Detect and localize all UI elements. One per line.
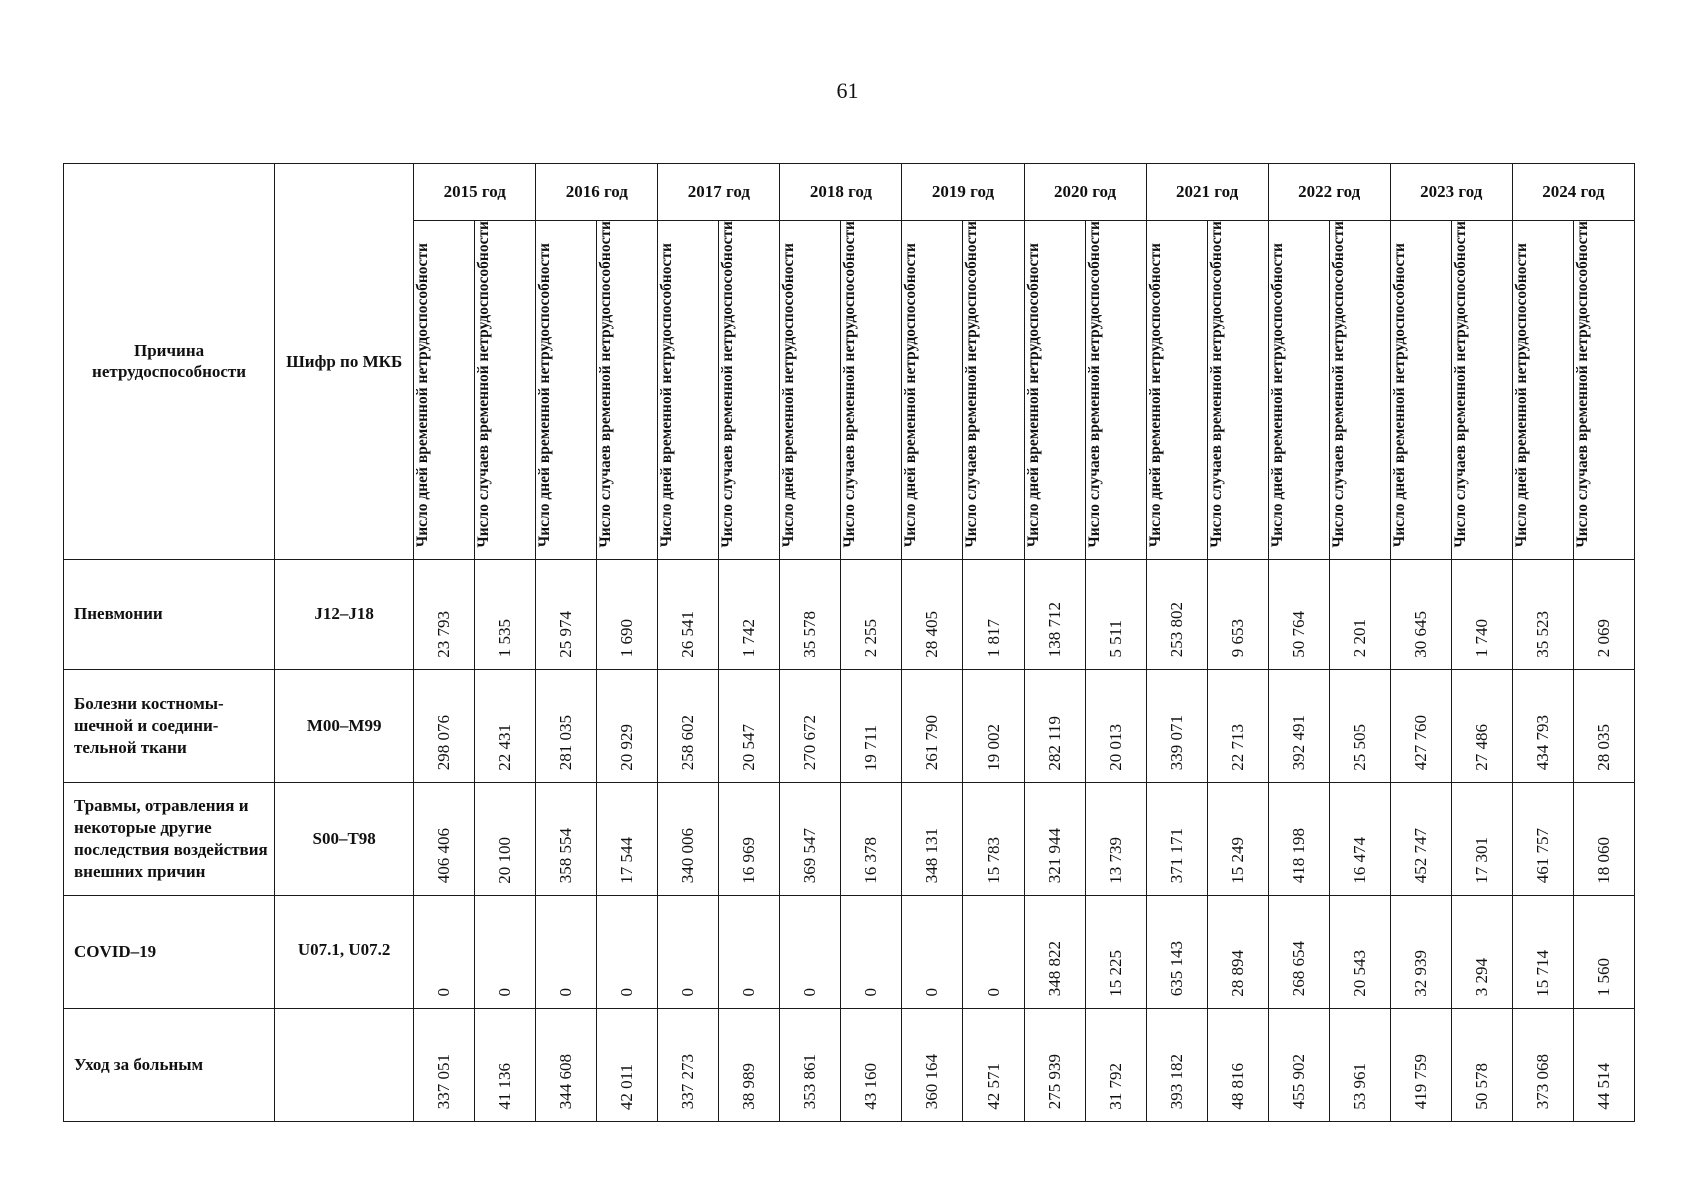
value-cell: [1024, 782, 1085, 895]
icd-code-cell: J12–J18: [275, 559, 414, 669]
value-text: 20 547: [739, 723, 759, 771]
value-cell: [414, 782, 475, 895]
subheader-days-label: Число дней временной нетрудоспособности: [1024, 243, 1042, 548]
value-text: 16 969: [739, 836, 759, 884]
value-text: 281 035: [556, 715, 576, 771]
subheader-cases: [841, 221, 902, 560]
subheader-cases: [1207, 221, 1268, 560]
value-text: 360 164: [922, 1054, 942, 1110]
icd-code-cell: M00–M99: [275, 669, 414, 782]
value-text: 427 760: [1410, 715, 1430, 771]
table-row: [64, 1008, 1635, 1121]
value-cell: [719, 1008, 780, 1121]
subheader-cases-label: Число случаев временной нетрудоспособности: [597, 221, 615, 548]
value-text: 2 201: [1349, 619, 1369, 658]
value-cell: [1329, 782, 1390, 895]
value-cell: [963, 782, 1024, 895]
value-cell: [1085, 669, 1146, 782]
value-text: 5 511: [1105, 620, 1125, 658]
value-cell: [902, 669, 963, 782]
value-text: 25 505: [1349, 723, 1369, 771]
subheader-days-label: Число дней временной нетрудоспособности: [536, 243, 554, 548]
column-header-cause: Причина нетрудоспособности: [64, 164, 275, 560]
value-cell: [1451, 782, 1512, 895]
value-text: 344 608: [556, 1054, 576, 1110]
value-text: 20 100: [495, 836, 515, 884]
value-cell: [1573, 895, 1634, 1008]
value-cell: [902, 1008, 963, 1121]
value-cell: [1024, 559, 1085, 669]
value-cell: [1390, 1008, 1451, 1121]
value-cell: [719, 669, 780, 782]
subheader-cases: [1573, 221, 1634, 560]
value-text: 42 571: [983, 1062, 1003, 1110]
value-cell: [719, 559, 780, 669]
value-cell: [658, 559, 719, 669]
year-header: 2018 год: [780, 164, 902, 221]
year-header: 2020 год: [1024, 164, 1146, 221]
value-text: 28 035: [1593, 723, 1613, 771]
value-text: 406 406: [434, 828, 454, 884]
subheader-cases-label: Число случаев временной нетрудоспособности: [1329, 221, 1347, 548]
subheader-days-label: Число дней временной нетрудоспособности: [902, 243, 920, 548]
value-cell: [1268, 669, 1329, 782]
subheader-days: [902, 221, 963, 560]
value-cell: [1512, 669, 1573, 782]
value-text: 0: [739, 988, 759, 997]
year-header: 2024 год: [1512, 164, 1634, 221]
value-text: 353 861: [800, 1054, 820, 1110]
value-cell: [841, 895, 902, 1008]
value-cell: [658, 895, 719, 1008]
value-cell: [1207, 1008, 1268, 1121]
value-text: 1 742: [739, 619, 759, 658]
value-cell: [1573, 782, 1634, 895]
value-cell: [597, 559, 658, 669]
value-cell: [1512, 1008, 1573, 1121]
icd-code-cell: [275, 1008, 414, 1121]
subheader-days-label: Число дней временной нетрудоспособности: [658, 243, 676, 548]
value-text: 258 602: [678, 715, 698, 771]
value-cell: [780, 782, 841, 895]
value-text: 19 711: [861, 724, 881, 771]
value-cell: [658, 669, 719, 782]
value-text: 22 713: [1227, 723, 1247, 771]
value-cell: [1390, 559, 1451, 669]
value-text: 25 974: [556, 610, 576, 658]
subheader-days: [658, 221, 719, 560]
subheader-cases: [1451, 221, 1512, 560]
value-cell: [841, 669, 902, 782]
value-text: 3 294: [1471, 958, 1491, 997]
value-text: 35 523: [1532, 610, 1552, 658]
value-text: 20 543: [1349, 949, 1369, 997]
value-cell: [1573, 1008, 1634, 1121]
value-text: 321 944: [1044, 828, 1064, 884]
subheader-cases: [475, 221, 536, 560]
value-cell: [597, 782, 658, 895]
value-text: 1 817: [983, 619, 1003, 658]
subheader-days: [1268, 221, 1329, 560]
subheader-cases: [719, 221, 780, 560]
subheader-days-label: Число дней временной нетрудоспособности: [1390, 243, 1408, 548]
value-cell: [1512, 895, 1573, 1008]
value-cell: [536, 782, 597, 895]
subheader-cases: [1085, 221, 1146, 560]
value-text: 28 405: [922, 610, 942, 658]
value-cell: [414, 1008, 475, 1121]
value-cell: [780, 669, 841, 782]
value-cell: [1329, 895, 1390, 1008]
value-text: 298 076: [434, 715, 454, 771]
value-text: 18 060: [1593, 836, 1613, 884]
sick-leave-table: [63, 163, 1635, 1122]
value-cell: [1207, 559, 1268, 669]
value-text: 340 006: [678, 828, 698, 884]
value-cell: [963, 895, 1024, 1008]
value-text: 369 547: [800, 828, 820, 884]
value-text: 392 491: [1288, 715, 1308, 771]
value-cell: [1573, 669, 1634, 782]
value-cell: [841, 559, 902, 669]
year-header: 2019 год: [902, 164, 1024, 221]
value-text: 455 902: [1288, 1054, 1308, 1110]
value-cell: [1024, 895, 1085, 1008]
value-cell: [841, 782, 902, 895]
subheader-days: [414, 221, 475, 560]
value-cell: [1268, 1008, 1329, 1121]
value-text: 0: [495, 988, 515, 997]
value-cell: [1146, 559, 1207, 669]
value-text: 0: [678, 988, 698, 997]
cause-cell: Пневмонии: [64, 559, 275, 669]
subheader-cases: [963, 221, 1024, 560]
year-header: 2015 год: [414, 164, 536, 221]
value-cell: [1146, 669, 1207, 782]
value-cell: [475, 559, 536, 669]
cause-cell: Болезни костномы-шечной и соедини-тельной ткани: [64, 669, 275, 782]
value-cell: [963, 559, 1024, 669]
value-text: 452 747: [1410, 828, 1430, 884]
value-cell: [719, 895, 780, 1008]
value-cell: [1085, 782, 1146, 895]
value-text: 270 672: [800, 715, 820, 771]
value-cell: [1512, 782, 1573, 895]
value-text: 358 554: [556, 828, 576, 884]
value-text: 282 119: [1044, 716, 1064, 771]
icd-code-cell: U07.1, U07.2: [275, 895, 414, 1008]
table-row: [64, 782, 1635, 895]
value-text: 31 792: [1105, 1062, 1125, 1110]
value-cell: [1024, 1008, 1085, 1121]
value-cell: [780, 1008, 841, 1121]
value-cell: [1085, 559, 1146, 669]
subheader-cases-label: Число случаев временной нетрудоспособности: [841, 221, 859, 548]
value-cell: [719, 782, 780, 895]
subheader-cases-label: Число случаев временной нетрудоспособности: [963, 221, 981, 548]
value-text: 253 802: [1166, 602, 1186, 658]
value-cell: [1207, 895, 1268, 1008]
value-cell: [1451, 559, 1512, 669]
value-text: 22 431: [495, 723, 515, 771]
table-row: [64, 669, 1635, 782]
subheader-days-label: Число дней временной нетрудоспособности: [414, 243, 432, 548]
value-text: 15 714: [1532, 949, 1552, 997]
value-cell: [475, 895, 536, 1008]
value-cell: [475, 669, 536, 782]
value-text: 2 069: [1593, 619, 1613, 658]
subheader-days-label: Число дней временной нетрудоспособности: [780, 243, 798, 548]
value-cell: [658, 782, 719, 895]
subheader-cases-label: Число случаев временной нетрудоспособности: [1573, 221, 1591, 548]
value-cell: [1390, 782, 1451, 895]
subheader-days: [536, 221, 597, 560]
value-cell: [414, 559, 475, 669]
subheader-cases-label: Число случаев временной нетрудоспособности: [1207, 221, 1225, 548]
value-text: 0: [922, 988, 942, 997]
cause-cell: Травмы, отравления и некоторые другие последствия воздействия внешних причин: [64, 782, 275, 895]
value-cell: [902, 782, 963, 895]
value-text: 41 136: [495, 1062, 515, 1110]
value-cell: [780, 559, 841, 669]
value-text: 0: [617, 988, 637, 997]
year-header: 2021 год: [1146, 164, 1268, 221]
year-header: 2016 год: [536, 164, 658, 221]
value-text: 48 816: [1227, 1062, 1247, 1110]
subheader-days-label: Число дней временной нетрудоспособности: [1146, 243, 1164, 548]
value-text: 15 225: [1105, 949, 1125, 997]
value-text: 373 068: [1532, 1054, 1552, 1110]
value-cell: [780, 895, 841, 1008]
subheader-days: [1390, 221, 1451, 560]
value-cell: [963, 1008, 1024, 1121]
value-cell: [597, 669, 658, 782]
value-text: 15 783: [983, 836, 1003, 884]
value-cell: [1390, 669, 1451, 782]
value-text: 418 198: [1288, 828, 1308, 884]
value-cell: [536, 1008, 597, 1121]
value-text: 2 255: [861, 619, 881, 658]
value-cell: [1268, 559, 1329, 669]
value-cell: [1329, 559, 1390, 669]
value-text: 0: [861, 988, 881, 997]
table-row: [64, 895, 1635, 1008]
cause-cell: COVID–19: [64, 895, 275, 1008]
value-text: 43 160: [861, 1062, 881, 1110]
value-text: 19 002: [983, 723, 1003, 771]
subheader-days-label: Число дней временной нетрудоспособности: [1268, 243, 1286, 548]
value-cell: [414, 895, 475, 1008]
value-text: 13 739: [1105, 836, 1125, 884]
value-text: 15 249: [1227, 836, 1247, 884]
value-cell: [1085, 1008, 1146, 1121]
value-text: 28 894: [1227, 949, 1247, 997]
table-row: [64, 559, 1635, 669]
value-text: 0: [800, 988, 820, 997]
value-text: 27 486: [1471, 723, 1491, 771]
value-text: 35 578: [800, 610, 820, 658]
value-text: 337 273: [678, 1054, 698, 1110]
year-header: 2017 год: [658, 164, 780, 221]
value-cell: [475, 1008, 536, 1121]
value-cell: [1268, 895, 1329, 1008]
value-cell: [1451, 1008, 1512, 1121]
value-cell: [597, 1008, 658, 1121]
value-cell: [658, 1008, 719, 1121]
value-cell: [841, 1008, 902, 1121]
value-text: 1 690: [617, 619, 637, 658]
value-text: 348 822: [1044, 941, 1064, 997]
value-text: 38 989: [739, 1062, 759, 1110]
value-text: 371 171: [1166, 828, 1186, 884]
value-text: 16 378: [861, 836, 881, 884]
value-text: 23 793: [434, 610, 454, 658]
value-text: 337 051: [434, 1054, 454, 1110]
value-cell: [1329, 669, 1390, 782]
value-text: 26 541: [678, 610, 698, 658]
value-cell: [1024, 669, 1085, 782]
value-cell: [536, 559, 597, 669]
subheader-days: [780, 221, 841, 560]
value-text: 1 535: [495, 619, 515, 658]
value-text: 9 653: [1227, 619, 1247, 658]
value-text: 635 143: [1166, 941, 1186, 997]
value-cell: [536, 895, 597, 1008]
value-text: 16 474: [1349, 836, 1369, 884]
value-cell: [1573, 559, 1634, 669]
value-text: 42 011: [617, 1063, 637, 1110]
subheader-cases: [597, 221, 658, 560]
cause-cell: Уход за больным: [64, 1008, 275, 1121]
subheader-cases: [1329, 221, 1390, 560]
subheader-cases-label: Число случаев временной нетрудоспособности: [1085, 221, 1103, 548]
value-text: 348 131: [922, 828, 942, 884]
value-cell: [597, 895, 658, 1008]
value-cell: [536, 669, 597, 782]
value-text: 30 645: [1410, 610, 1430, 658]
value-text: 1 740: [1471, 619, 1491, 658]
value-text: 0: [556, 988, 576, 997]
value-text: 50 578: [1471, 1062, 1491, 1110]
value-text: 53 961: [1349, 1062, 1369, 1110]
value-text: 138 712: [1044, 602, 1064, 658]
value-text: 268 654: [1288, 941, 1308, 997]
subheader-days: [1146, 221, 1207, 560]
value-cell: [1207, 782, 1268, 895]
value-text: 17 544: [617, 836, 637, 884]
value-cell: [414, 669, 475, 782]
year-header: 2023 год: [1390, 164, 1512, 221]
value-cell: [1146, 782, 1207, 895]
page-number: 61: [836, 78, 859, 103]
subheader-cases-label: Число случаев временной нетрудоспособности: [475, 221, 493, 548]
value-cell: [1329, 1008, 1390, 1121]
value-text: 434 793: [1532, 715, 1552, 771]
value-text: 44 514: [1593, 1062, 1613, 1110]
value-text: 339 071: [1166, 715, 1186, 771]
value-cell: [1390, 895, 1451, 1008]
subheader-days: [1512, 221, 1573, 560]
value-text: 0: [434, 988, 454, 997]
value-text: 50 764: [1288, 610, 1308, 658]
value-text: 261 790: [922, 715, 942, 771]
value-text: 32 939: [1410, 949, 1430, 997]
year-header: 2022 год: [1268, 164, 1390, 221]
value-cell: [1451, 669, 1512, 782]
value-cell: [1207, 669, 1268, 782]
value-text: 17 301: [1471, 836, 1491, 884]
subheader-days: [1024, 221, 1085, 560]
value-cell: [1085, 895, 1146, 1008]
value-cell: [1146, 895, 1207, 1008]
subheader-cases-label: Число случаев временной нетрудоспособности: [1451, 221, 1469, 548]
value-text: 419 759: [1410, 1054, 1430, 1110]
value-text: 1 560: [1593, 958, 1613, 997]
icd-code-cell: S00–T98: [275, 782, 414, 895]
value-cell: [963, 669, 1024, 782]
value-cell: [902, 895, 963, 1008]
value-cell: [475, 782, 536, 895]
value-text: 461 757: [1532, 828, 1552, 884]
value-cell: [1268, 782, 1329, 895]
column-header-code: Шифр по МКБ: [275, 164, 414, 560]
subheader-days-label: Число дней временной нетрудоспособности: [1512, 243, 1530, 548]
value-text: 20 013: [1105, 723, 1125, 771]
value-cell: [902, 559, 963, 669]
value-text: 275 939: [1044, 1054, 1064, 1110]
value-cell: [1146, 1008, 1207, 1121]
year-header-row: [64, 164, 1635, 221]
value-cell: [1512, 559, 1573, 669]
value-cell: [1451, 895, 1512, 1008]
subheader-cases-label: Число случаев временной нетрудоспособности: [719, 221, 737, 548]
value-text: 20 929: [617, 723, 637, 771]
value-text: 393 182: [1166, 1054, 1186, 1110]
value-text: 0: [983, 988, 1003, 997]
